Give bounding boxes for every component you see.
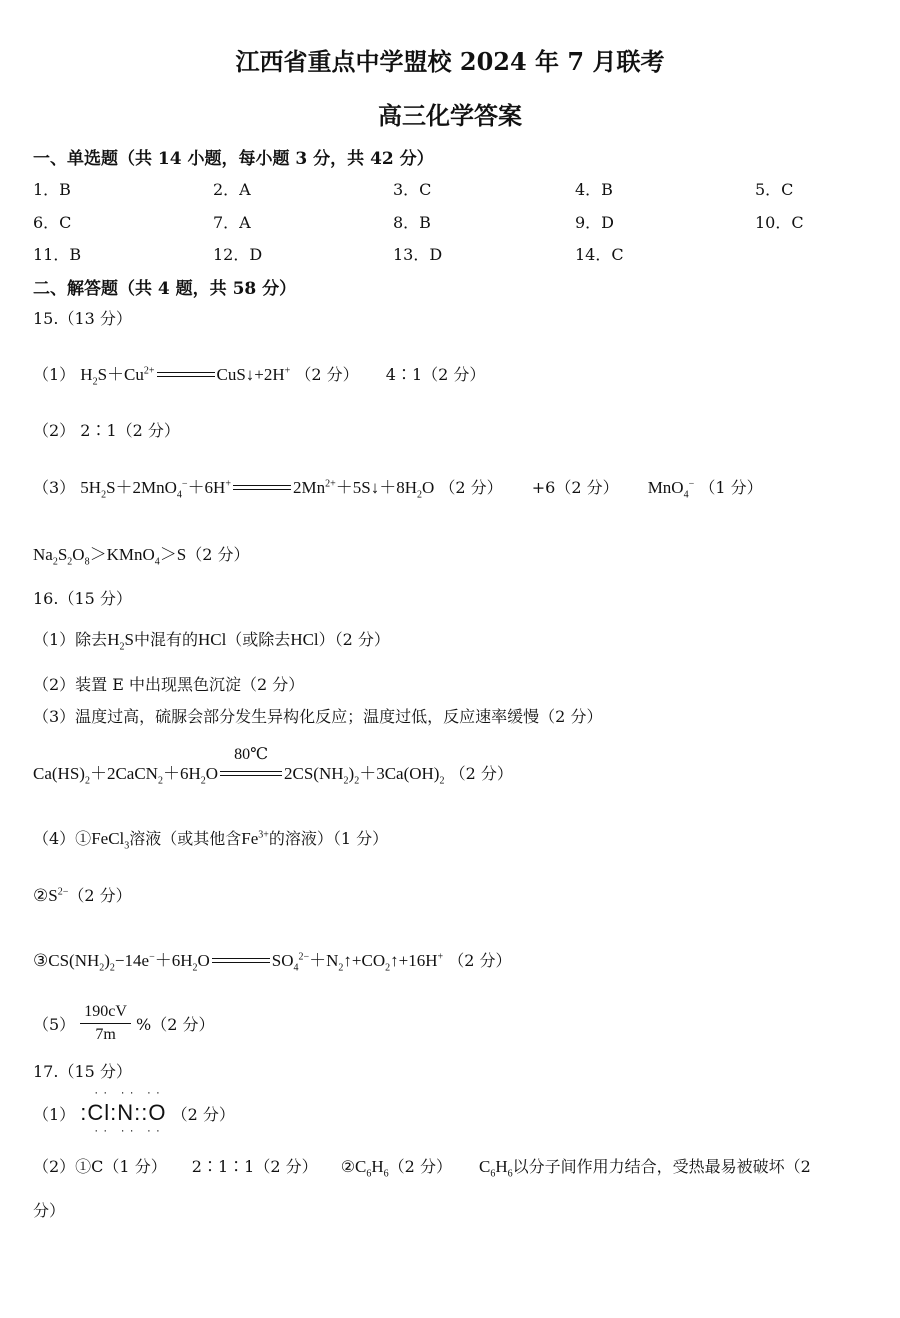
q17-part2-cont: 分） <box>33 1201 66 1220</box>
q15-part3-equation: $5H_2S+2MnO_4^-+6H^+$ $2Mn^{2+}+5S↓+8H_2O$ <box>80 478 435 501</box>
q16-part4-2: $②S^{2-}(2$ 分） <box>33 886 132 905</box>
document-subtitle: 高三化学答案 <box>378 101 522 130</box>
q16-part4-1: （4）①FeCl$_3$溶液（或其他含$Fe^{3+}$的溶液）（1 分） <box>33 829 389 852</box>
lewis-structure: ·· ·· ·· :Cl:N::O ·· ·· ·· <box>80 1085 167 1137</box>
q15-heading: 15.（13 分） <box>33 309 132 328</box>
q16-part4-3: $③CS(NH_2)_2-14e^-+6H_2O$ $SO_4^{2-}+N_2↑+CO_2↑+16H^+$ （2 分） <box>33 951 512 974</box>
answer-2: 2．A <box>213 180 251 199</box>
answer-7: 7．A <box>213 213 251 232</box>
q15-part2: （2） 2∶1（2 分） <box>33 421 180 440</box>
equals-sign <box>233 484 291 494</box>
lone-pair-dots-bottom: ·· ·· ·· <box>94 1123 165 1137</box>
q15-part3: （3） $5H_2S+2MnO_4^-+6H^+$ $2Mn^{2+}+5S↓+8H_2O$ （2 分） +6（2 分） MnO$_4$− （1 分） <box>33 478 763 501</box>
q16-part2: （2）装置 E 中出现黑色沉淀（2 分） <box>33 675 305 694</box>
permanganate-ion: MnO$_4$− <box>647 478 695 501</box>
q16-part1: （1）除去$H_2S$中混有的HCl（或除去HCl）（2 分） <box>33 630 390 653</box>
answer-9: 9．D <box>575 213 615 232</box>
answer-1: 1．B <box>33 180 71 199</box>
q16-part3: （3）温度过高，硫脲会部分发生异构化反应；温度过低，反应速率缓慢（2 分） <box>33 707 603 726</box>
q16-heading: 16.（15 分） <box>33 589 132 608</box>
document-title: 江西省重点中学盟校 2024 年 7 月联考 <box>235 47 665 76</box>
answer-12: 12．D <box>213 245 263 264</box>
q16-part5: （5） $\frac{190cV}{7m}$ %（2 分） <box>33 1003 215 1043</box>
q17-heading: 17.（15 分） <box>33 1062 132 1081</box>
q15-part1-equation: $H_2S+Cu^{2+}$ CuS↓+2H+ <box>80 365 291 388</box>
answer-5: 5．C <box>755 180 794 199</box>
answer-10: 10．C <box>755 213 804 232</box>
q16-equation: $Ca(HS)_2+2CaCN_2+6H_2O$ 80℃ $2CS(NH_2)_2+3Ca(OH)_2$ （2 分） <box>33 746 513 787</box>
fraction: $\frac{190cV}{7m}$ <box>80 1003 131 1044</box>
lone-pair-dots-top: ·· ·· ·· <box>94 1085 165 1099</box>
equals-sign: 80℃ <box>220 770 282 780</box>
answer-4: 4．B <box>575 180 613 199</box>
section2-heading: 二、解答题（共 4 题，共 58 分） <box>33 279 297 299</box>
answer-13: 13．D <box>393 245 443 264</box>
section1-heading: 一、单选题（共 14 小题，每小题 3 分，共 42 分） <box>33 149 434 169</box>
answer-3: 3．C <box>393 180 432 199</box>
q15-part1: （1） $H_2S+Cu^{2+}$ CuS↓+2H+ （2 分） 4∶1（2 分） <box>33 365 486 388</box>
answer-6: 6．C <box>33 213 72 232</box>
q17-part2: （2）①C（1 分） 2∶1∶1（2 分） $②C_6H_6(2$ 分） $C_6H_6$以分子间作用力结合，受热最易被破坏（2 <box>33 1157 811 1180</box>
equals-sign <box>157 371 215 381</box>
answer-11: 11．B <box>33 245 82 264</box>
equals-sign <box>212 957 270 967</box>
answer-8: 8．B <box>393 213 431 232</box>
answer-14: 14．C <box>575 245 624 264</box>
q15-oxidizer-order: $Na_2S_2O_8>KMnO_4>S(2$ 分） <box>33 545 250 568</box>
q17-part1: （1） ·· ·· ·· :Cl:N::O ·· ·· ·· （2 分） <box>33 1085 235 1137</box>
